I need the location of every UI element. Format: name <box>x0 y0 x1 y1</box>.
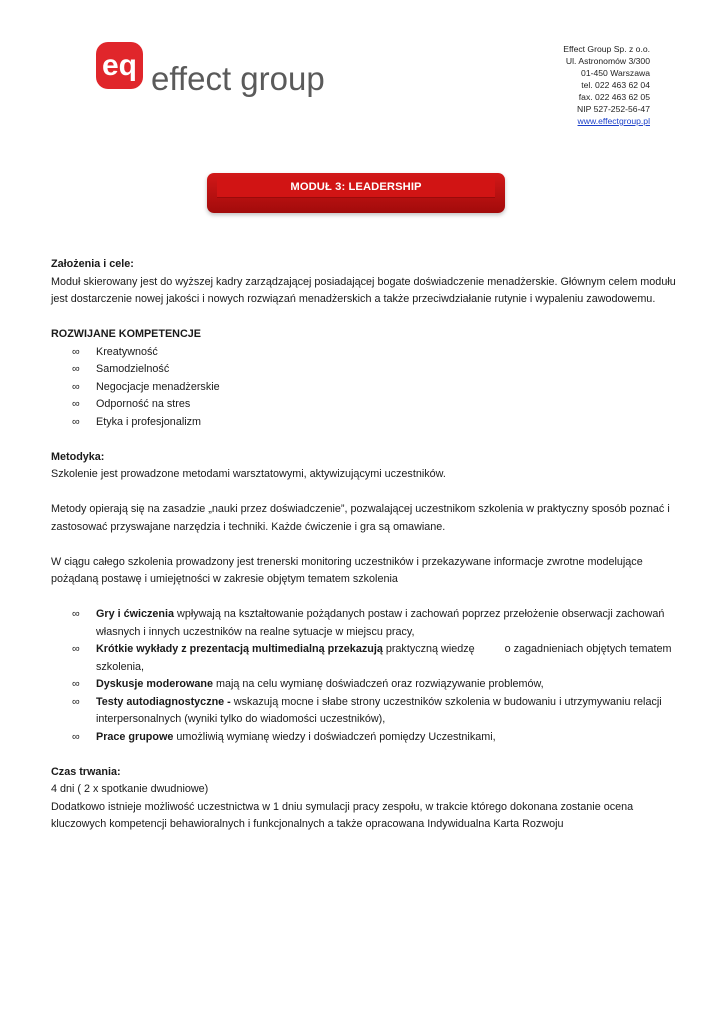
company-name: Effect Group Sp. z o.o. <box>563 44 650 54</box>
infinity-bullet-icon: ∞ <box>72 345 80 358</box>
infinity-bullet-icon: ∞ <box>72 380 80 393</box>
methodology-paragraph-1: Szkolenie jest prowadzone metodami warsztatowymi, aktywizującymi uczestników. <box>51 468 446 480</box>
methodology-paragraph-3: W ciągu całego szkolenia prowadzony jest trenerski monitoring uczestników i przekazywane informacje zwrotne modelujące pożądaną postawę i umiejętności w zakresie objętym tematem szkolenia <box>51 555 643 585</box>
infinity-bullet-icon: ∞ <box>72 363 80 375</box>
competencies-heading: ROZWIJANE KOMPETENCJE <box>51 328 201 340</box>
company-city: 01-450 Warszawa <box>581 68 650 78</box>
method-description: praktyczną wiedzę o zagadnieniach objętych tematem szkolenia, <box>96 643 675 673</box>
method-name: Prace grupowe <box>96 730 174 743</box>
logo-wordmark: effect group <box>151 60 325 97</box>
method-name: Dyskusje moderowane <box>96 678 214 690</box>
method-name: Testy autodiagnostyczne - <box>96 695 231 708</box>
methodology-heading: Metodyka: <box>51 450 105 463</box>
method-description: umożliwią wymianę wiedzy i doświadczeń pomiędzy Uczestnikami, <box>173 730 496 743</box>
company-tel: tel. 022 463 62 04 <box>581 80 650 90</box>
list-item <box>51 676 681 694</box>
infinity-bullet-icon: ∞ <box>72 608 80 620</box>
company-address <box>563 43 650 127</box>
module-banner <box>207 173 505 213</box>
duration-line-2: Dodatkowo istnieje możliwość uczestnictwa w 1 dniu symulacji pracy zespołu, w trakcie którego dokonana zostanie ocena kluczowych kompetencji behawioralnych i funkcjonalnych a także opracowana Indywidualna Karta Rozwoju <box>51 800 634 830</box>
goals-heading: Założenia i cele: <box>51 258 134 270</box>
document-body <box>51 256 681 834</box>
methodology-paragraph-2: Metody opierają się na zasadzie „nauki przez doświadczenie”, pozwalającej uczestnikom szkolenia w praktyczny sposób poznać i zastosować przyswajane narzędzia i techniki. Każde ćwiczenie i gra są omawiane. <box>51 503 670 533</box>
effect-group-logo <box>96 42 346 102</box>
list-item <box>51 396 681 414</box>
methods-list <box>51 606 681 746</box>
infinity-bullet-icon: ∞ <box>72 643 80 655</box>
list-item <box>51 344 681 362</box>
infinity-bullet-icon: ∞ <box>72 730 80 743</box>
list-item <box>51 694 681 729</box>
duration-heading: Czas trwania: <box>51 765 121 778</box>
method-name: Gry i ćwiczenia <box>96 608 175 620</box>
list-item <box>51 414 681 432</box>
list-item <box>51 361 681 379</box>
competency-label: Etyka i profesjonalizm <box>96 415 202 428</box>
list-item <box>51 379 681 397</box>
company-nip: NIP 527-252-56-47 <box>577 104 650 114</box>
method-description: wskazują mocne i słabe strony uczestników szkolenia w budowaniu i utrzymywaniu relacji interpersonalnych (wyniki tylko do wiadomości uczestników), <box>96 695 662 725</box>
competency-label: Odporność na stres <box>96 398 191 410</box>
competency-label: Kreatywność <box>96 345 158 358</box>
infinity-bullet-icon: ∞ <box>72 415 80 428</box>
infinity-bullet-icon: ∞ <box>72 398 80 410</box>
method-description: wpływają na kształtowanie pożądanych postaw i zachowań poprzez przełożenie obserwacji zachowań własnych i innych uczestników na realne sytuacje w miejscu pracy, <box>96 608 665 638</box>
competency-label: Samodzielność <box>96 363 170 375</box>
list-item <box>51 606 681 641</box>
company-street: Ul. Astronomów 3/300 <box>565 56 650 66</box>
module-banner-strip <box>217 178 495 198</box>
duration-line-1: 4 dni ( 2 x spotkanie dwudniowe) <box>51 783 209 795</box>
competencies-list <box>51 344 681 432</box>
company-website-link[interactable]: www.effectgroup.pl <box>577 116 650 126</box>
goals-text: Moduł skierowany jest do wyższej kadry zarządzającej posiadającej bogate doświadczenie menadżerskie. Głównym celem modułu jest dostarczenie nowej jakości i nowych rozwiązań menadżerskich a także przeciwdziałanie rutynie i wypaleniu zawodowemu. <box>51 275 676 305</box>
method-description: mają na celu wymianę doświadczeń oraz rozwiązywanie problemów, <box>213 678 544 690</box>
method-name: Krótkie wykłady z prezentacją multimedialną przekazują <box>96 643 383 655</box>
competency-label: Negocjacje menadżerskie <box>96 380 220 393</box>
infinity-bullet-icon: ∞ <box>72 695 80 708</box>
logo-mark-text: eq <box>101 49 138 82</box>
module-title: MODUŁ 3: LEADERSHIP <box>290 181 422 193</box>
infinity-bullet-icon: ∞ <box>72 678 80 690</box>
list-item <box>51 729 681 747</box>
company-fax: fax. 022 463 62 05 <box>578 92 650 102</box>
list-item <box>51 641 681 676</box>
